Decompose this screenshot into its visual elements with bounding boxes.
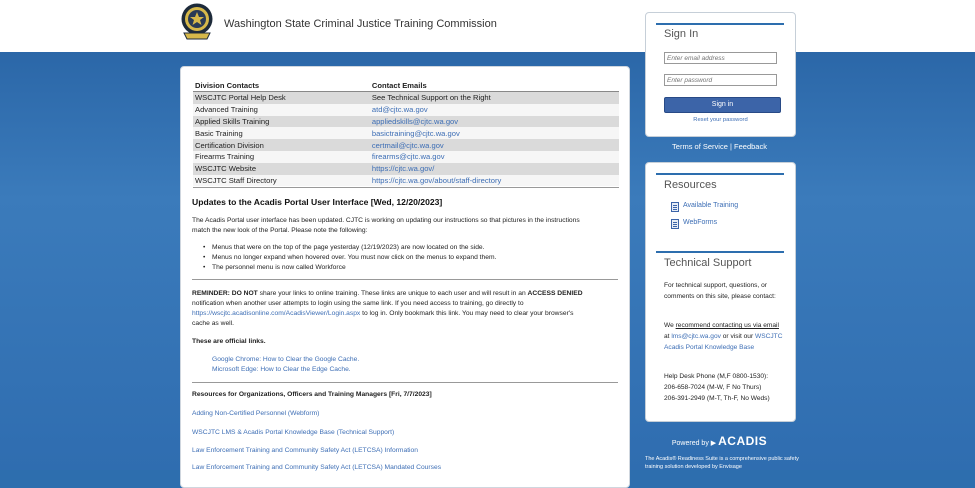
divider	[656, 173, 784, 175]
password-input[interactable]	[664, 74, 777, 86]
division-cell: WSCJTC Staff Directory	[193, 175, 370, 187]
sign-in-button[interactable]: Sign in	[664, 97, 781, 113]
division-cell: WSCJTC Website	[193, 163, 370, 175]
resources-panel	[645, 162, 796, 422]
division-cell: Certification Division	[193, 139, 370, 151]
reminder-line1	[192, 289, 612, 299]
division-cell: WSCJTC Portal Help Desk	[193, 92, 370, 104]
email-cell: See Technical Support on the Right	[370, 92, 619, 104]
column-header-division: Division Contacts	[193, 79, 370, 92]
resources-title: Resources	[664, 179, 717, 191]
table-row	[193, 151, 619, 163]
update-intro-line2: match the new look of the Portal. Please note the following:	[192, 227, 368, 234]
acadis-logo-icon: ▶	[710, 440, 717, 447]
email-input[interactable]	[664, 52, 777, 64]
sign-in-title: Sign In	[664, 28, 699, 40]
site-title: Washington State Criminal Justice Training Commission	[224, 18, 497, 30]
reminder-text: share your links to online training. These links are unique to each user and will result in an	[257, 290, 528, 297]
update-bullet: • Menus that were on the top of the page yesterday (12/19/2023) are now located on the side.	[212, 243, 485, 253]
recommend-text: recommend contacting us via email	[675, 322, 779, 329]
sign-in-panel	[645, 12, 796, 137]
powered-by-label: Powered by	[671, 440, 709, 447]
help-desk-hours: Help Desk Phone (M,F 0800-1530):	[664, 373, 769, 380]
table-row	[193, 139, 619, 151]
update-intro-line1: The Acadis Portal user interface has been updated. CJTC is working on updating our instructions so that pictures in the instructions	[192, 217, 580, 224]
powered-by-acadis	[645, 434, 794, 448]
table-row	[193, 163, 619, 175]
resources-heading: Resources for Organizations, Officers and Training Managers [Fri, 7/7/2023]	[192, 391, 432, 398]
resource-link[interactable]: Adding Non-Certified Personnel (Webform)	[192, 410, 320, 417]
acadis-brand: ACADIS	[718, 434, 768, 448]
footer-links	[645, 142, 794, 151]
email-link[interactable]: appliedskills@cjtc.wa.gov	[370, 116, 619, 128]
knowledge-base-link[interactable]: WSCJTC Acadis Portal Knowledge Base	[664, 333, 783, 351]
document-icon	[671, 202, 679, 212]
update-heading: Updates to the Acadis Portal User Interface [Wed, 12/20/2023]	[192, 197, 443, 207]
column-header-email: Contact Emails	[370, 79, 619, 92]
reset-password-link[interactable]: Reset your password	[693, 117, 748, 123]
reminder-line2: notification when another user attempts to login using the same link. If you need access to training, go directly to	[192, 300, 524, 307]
access-denied-text: ACCESS DENIED	[527, 290, 583, 297]
table-row	[193, 127, 619, 139]
feedback-link[interactable]: Feedback	[734, 142, 767, 151]
text: at	[664, 333, 672, 340]
main-content-panel	[180, 66, 630, 488]
division-cell: Advanced Training	[193, 104, 370, 116]
text: We	[664, 322, 676, 329]
table-row	[193, 104, 619, 116]
divider	[656, 251, 784, 253]
reminder-text: to log in. Only bookmark this link. You may need to clear your browser's	[360, 310, 574, 317]
update-bullet: • Menus no longer expand when hovered over. You must now click on the menus to expand them.	[212, 253, 496, 263]
division-cell: Basic Training	[193, 127, 370, 139]
divider	[192, 279, 618, 280]
support-email-link[interactable]: lms@cjtc.wa.gov	[671, 333, 721, 340]
table-row	[193, 175, 619, 187]
division-cell: Firearms Training	[193, 151, 370, 163]
update-bullet: • The personnel menu is now called Workforce	[212, 263, 346, 273]
website-link[interactable]: https://cjtc.wa.gov/	[370, 163, 619, 175]
help-desk-phone-2: 206-391-2949 (M-T, Th-F, No Weds)	[664, 395, 770, 402]
tech-support-contact	[664, 320, 784, 353]
email-link[interactable]: firearms@cjtc.wa.gov	[370, 151, 619, 163]
resource-link[interactable]: Law Enforcement Training and Community Safety Act (LETCSA) Information	[192, 447, 418, 454]
acadis-tagline: The Acadis® Readiness Suite is a comprehensive public safety training solution developed by Envisage	[645, 456, 799, 470]
staff-directory-link[interactable]: https://cjtc.wa.gov/about/staff-directory	[370, 175, 619, 187]
cjtc-seal-logo	[180, 3, 214, 41]
available-training-link[interactable]: Available Training	[683, 202, 739, 209]
technical-support-title: Technical Support	[664, 257, 752, 269]
divider	[656, 23, 784, 25]
text: or visit our	[720, 333, 755, 340]
reminder-lead: REMINDER: DO NOT	[192, 290, 258, 297]
reminder-line4: cache as well.	[192, 320, 235, 327]
tech-support-intro: For technical support, questions, or comments on this site, please contact:	[664, 282, 776, 300]
division-cell: Applied Skills Training	[193, 116, 370, 128]
separator: |	[729, 142, 732, 151]
reminder-line3	[192, 309, 612, 319]
resource-link[interactable]: WSCJTC LMS & Acadis Portal Knowledge Base (Technical Support)	[192, 429, 395, 436]
official-links-heading: These are official links.	[192, 338, 266, 345]
email-link[interactable]: atd@cjtc.wa.gov	[370, 104, 619, 116]
table-row	[193, 116, 619, 128]
help-desk-phone-1: 206-658-7024 (M-W, F No Thurs)	[664, 384, 762, 391]
edge-cache-link[interactable]: Microsoft Edge: How to Clear the Edge Cache.	[212, 366, 351, 373]
terms-of-service-link[interactable]: Terms of Service	[672, 142, 728, 151]
table-row	[193, 92, 619, 104]
divider	[193, 187, 619, 188]
form-icon	[671, 219, 679, 229]
email-link[interactable]: certmail@cjtc.wa.gov	[370, 139, 619, 151]
chrome-cache-link[interactable]: Google Chrome: How to Clear the Google Cache.	[212, 356, 360, 363]
acadis-login-link[interactable]: https://wscjtc.acadisonline.com/AcadisViewer/Login.aspx	[192, 310, 361, 317]
email-link[interactable]: basictraining@cjtc.wa.gov	[370, 127, 619, 139]
division-contacts-table	[193, 79, 619, 186]
divider	[192, 382, 618, 383]
resource-link[interactable]: Law Enforcement Training and Community Safety Act (LETCSA) Mandated Courses	[192, 464, 442, 471]
webforms-link[interactable]: WebForms	[683, 219, 718, 226]
